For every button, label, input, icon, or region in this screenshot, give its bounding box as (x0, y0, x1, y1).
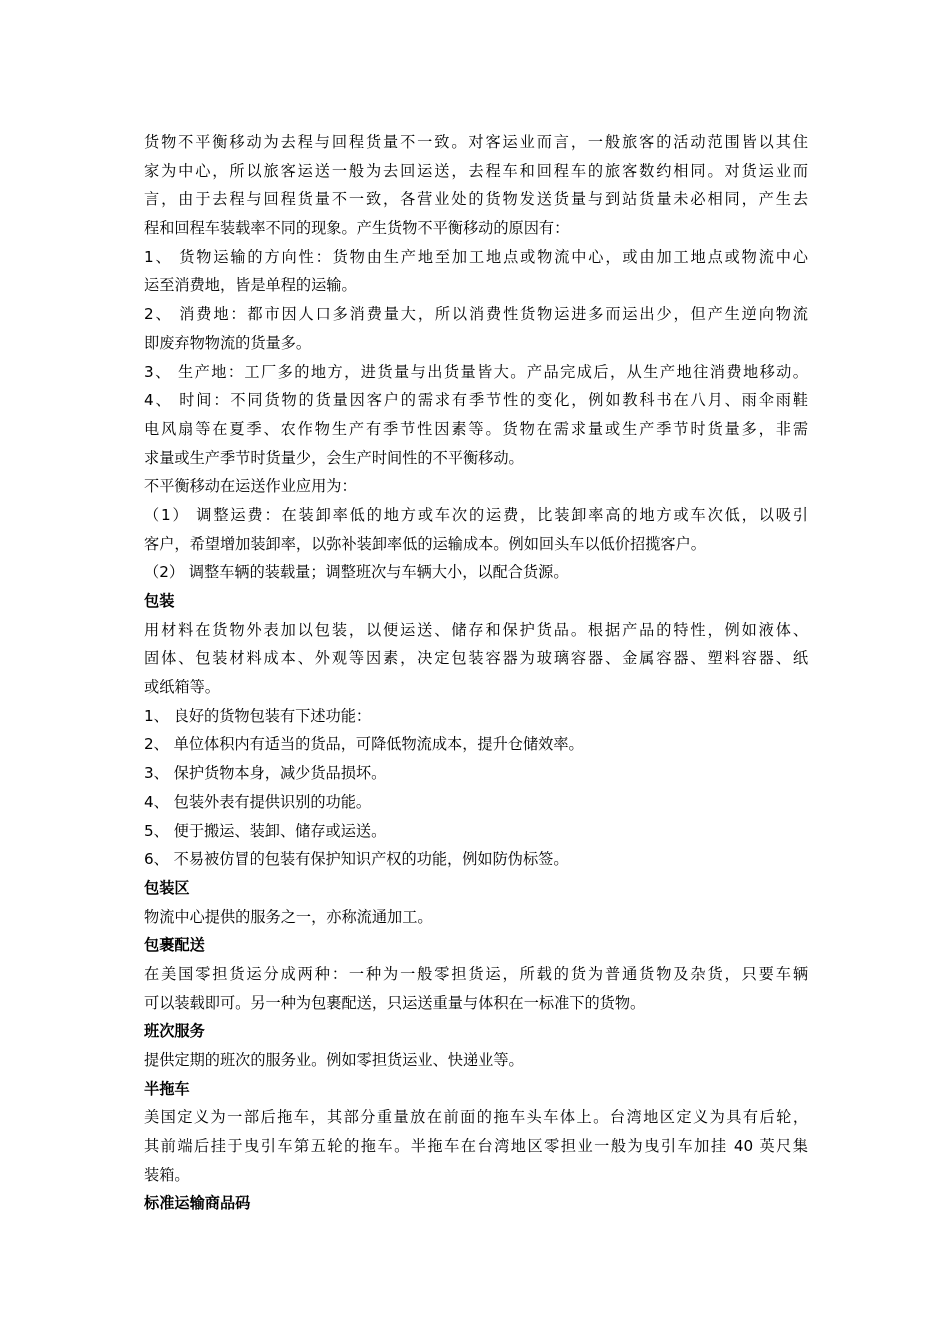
section-heading: 包装 (144, 592, 175, 610)
text-line: 可以装载即可。另一种为包裹配送，只运送重量与体积在一标准下的货物。 (144, 993, 646, 1012)
text-line: 物流中心提供的服务之一，亦称流通加工。 (144, 907, 433, 926)
text-line: （1） 调整运费：在装卸率低的地方或车次的运费，比装卸率高的地方或车次低，以吸引 (144, 505, 808, 524)
text-line: 用材料在货物外表加以包装，以便运送、储存和保护货品。根据产品的特性，例如液体、 (144, 620, 808, 639)
text-line: 即废弃物物流的货量多。 (144, 333, 312, 352)
section-heading: 半拖车 (144, 1079, 190, 1098)
text-line: 1、 良好的货物包装有下述功能： (144, 706, 372, 725)
text-line: 其前端后挂于曳引车第五轮的拖车。半拖车在台湾地区零担业一般为曳引车加挂 40 英尺集 (144, 1137, 808, 1156)
text-line: 1、 货物运输的方向性：货物由生产地至加工地点或物流中心，或由加工地点或物流中心 (144, 247, 808, 266)
text-line: 客户，希望增加装卸率，以弥补装卸率低的运输成本。例如回头车以低价招揽客户。 (144, 534, 706, 553)
section-heading: 包装区 (144, 878, 190, 897)
text-line: 固体、包装材料成本、外观等因素，决定包装容器为玻璃容器、金属容器、塑料容器、纸 (144, 649, 808, 668)
text-line: 货物不平衡移动为去程与回程货量不一致。对客运业而言，一般旅客的活动范围皆以其住 (144, 133, 808, 151)
text-line: 或纸箱等。 (144, 678, 220, 697)
text-line: 6、 不易被仿冒的包装有保护知识产权的功能，例如防伪标签。 (144, 850, 569, 869)
text-line: 3、 生产地：工厂多的地方，进货量与出货量皆大。产品完成后，从生产地往消费地移动。 (144, 362, 808, 381)
text-line: 家为中心，所以旅客运送一般为去回运送，去程车和回程车的旅客数约相同。对货运业而 (144, 161, 808, 180)
text-line: 2、 单位体积内有适当的货品，可降低物流成本，提升仓储效率。 (144, 735, 584, 754)
text-line: 运至消费地，皆是单程的运输。 (144, 276, 357, 295)
text-line: 不平衡移动在运送作业应用为： (144, 477, 357, 496)
section-heading: 班次服务 (144, 1022, 205, 1041)
text-line: 电风扇等在夏季、农作物生产有季节性因素等。货物在需求量或生产季节时货量多，非需 (144, 419, 808, 438)
text-line: 美国定义为一部后拖车，其部分重量放在前面的拖车头车体上。台湾地区定义为具有后轮， (144, 1108, 808, 1127)
section-heading: 包裹配送 (144, 936, 205, 955)
text-line: 4、 包装外表有提供识别的功能。 (144, 792, 372, 811)
text-line: 言，由于去程与回程货量不一致，各营业处的货物发送货量与到站货量未必相同，产生去 (144, 190, 808, 209)
text-line: 在美国零担货运分成两种：一种为一般零担货运，所载的货为普通货物及杂货，只要车辆 (144, 964, 808, 983)
document-page (144, 128, 808, 1218)
text-line: 3、 保护货物本身，减少货品损坏。 (144, 764, 387, 783)
text-line: 程和回程车装载率不同的现象。产生货物不平衡移动的原因有： (144, 219, 570, 238)
text-line: 求量或生产季节时货量少，会生产时间性的不平衡移动。 (144, 448, 524, 467)
text-line: 5、 便于搬运、装卸、储存或运送。 (144, 821, 387, 840)
section-heading: 标准运输商品码 (144, 1194, 251, 1213)
text-line: 4、 时间：不同货物的货量因客户的需求有季节性的变化，例如教科书在八月、雨伞雨鞋 (144, 391, 808, 410)
text-line: 提供定期的班次的服务业。例如零担货运业、快递业等。 (144, 1051, 524, 1069)
text-line: （2） 调整车辆的装载量；调整班次与车辆大小，以配合货源。 (144, 563, 569, 582)
text-line: 2、 消费地：都市因人口多消费量大，所以消费性货物运进多而运出少，但产生逆向物流 (144, 305, 808, 324)
text-line: 装箱。 (144, 1165, 190, 1184)
